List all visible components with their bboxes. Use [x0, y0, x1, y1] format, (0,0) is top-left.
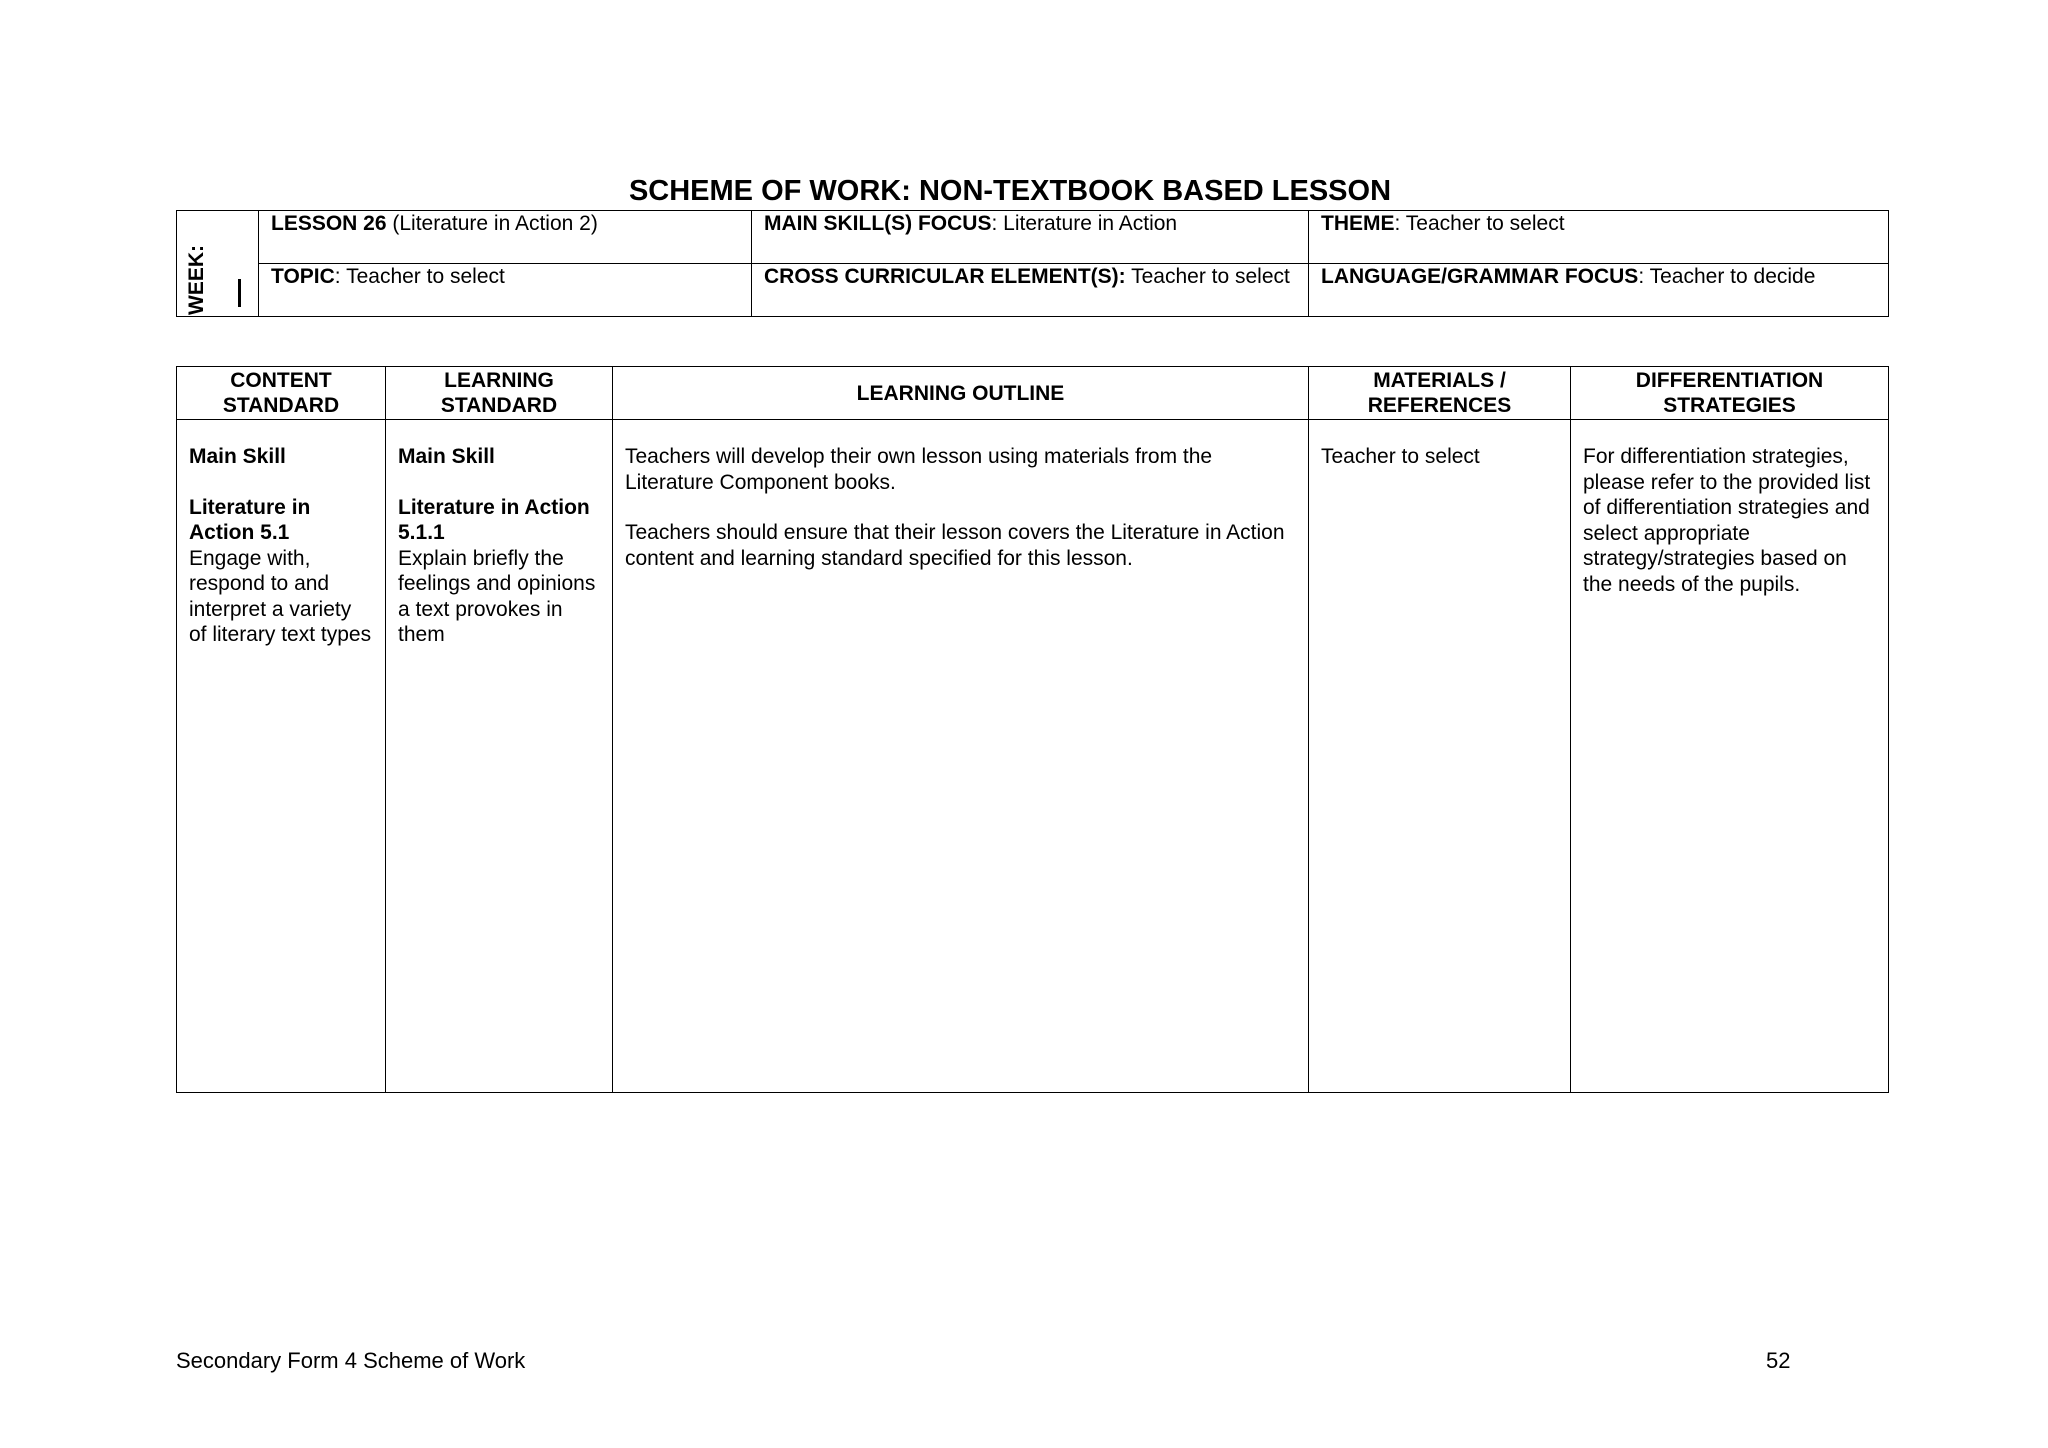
week-value-marker: [238, 279, 241, 307]
cross-curricular-value: Teacher to select: [1125, 265, 1290, 288]
learning-outline-cell: [613, 420, 1309, 1093]
topic-label: TOPIC: [271, 265, 335, 288]
learning-standard-text: Explain briefly the feelings and opinions a text provokes in them: [398, 546, 596, 646]
materials-cell: [1309, 420, 1571, 1093]
header-content-standard: CONTENT STANDARD: [177, 367, 386, 420]
topic-cell: [259, 264, 752, 317]
theme-cell: [1309, 211, 1889, 264]
learning-standard-cell: [386, 420, 613, 1093]
page-number: 52: [1766, 1348, 1791, 1373]
content-standard-sub: Literature in Action 5.1: [189, 495, 311, 544]
learning-outline-paragraph-1: Teachers will develop their own lesson using materials from the Literature Component books.: [625, 445, 1213, 494]
lesson-plan-table: [176, 366, 1889, 1093]
lesson-cell: [259, 211, 752, 264]
differentiation-cell: [1571, 420, 1889, 1093]
language-focus-cell: [1309, 264, 1889, 317]
theme-value: : Teacher to select: [1394, 212, 1565, 235]
header-learning-outline: LEARNING OUTLINE: [613, 367, 1309, 420]
content-standard-cell: [177, 420, 386, 1093]
theme-label: THEME: [1321, 212, 1395, 235]
cross-curricular-cell: [752, 264, 1309, 317]
topic-value: : Teacher to select: [334, 265, 505, 288]
page-title: SCHEME OF WORK: NON-TEXTBOOK BASED LESSON: [628, 175, 1392, 207]
header-materials: MATERIALS / REFERENCES: [1309, 367, 1571, 420]
cross-curricular-label: CROSS CURRICULAR ELEMENT(S):: [764, 265, 1126, 288]
main-skill-value: : Literature in Action: [991, 212, 1178, 235]
lesson-header-table: [176, 210, 1889, 317]
header-differentiation: DIFFERENTIATION STRATEGIES: [1571, 367, 1889, 420]
learning-standard-sub: Literature in Action 5.1.1: [398, 495, 590, 544]
week-label: WEEK:: [185, 245, 208, 315]
main-skill-label: MAIN SKILL(S) FOCUS: [764, 212, 992, 235]
week-cell: [177, 211, 259, 317]
header-learning-standard: LEARNING STANDARD: [386, 367, 613, 420]
footer-document-title: Secondary Form 4 Scheme of Work: [176, 1348, 526, 1373]
content-standard-text: Engage with, respond to and interpret a variety of literary text types: [189, 546, 372, 646]
lesson-label: LESSON 26: [271, 212, 387, 235]
main-skill-cell: [752, 211, 1309, 264]
lesson-value: (Literature in Action 2): [386, 212, 598, 235]
materials-text: Teacher to select: [1321, 445, 1480, 468]
learning-outline-paragraph-2: Teachers should ensure that their lesson covers the Literature in Action content and learning standard specified for this lesson.: [625, 521, 1285, 570]
differentiation-text: For differentiation strategies, please refer to the provided list of differentiation strategies and select appropriate strategy/strategies based on the needs of the pupils.: [1583, 445, 1871, 596]
content-standard-heading: Main Skill: [189, 445, 286, 468]
language-focus-value: : Teacher to decide: [1638, 265, 1816, 288]
learning-standard-heading: Main Skill: [398, 445, 495, 468]
language-focus-label: LANGUAGE/GRAMMAR FOCUS: [1321, 265, 1639, 288]
